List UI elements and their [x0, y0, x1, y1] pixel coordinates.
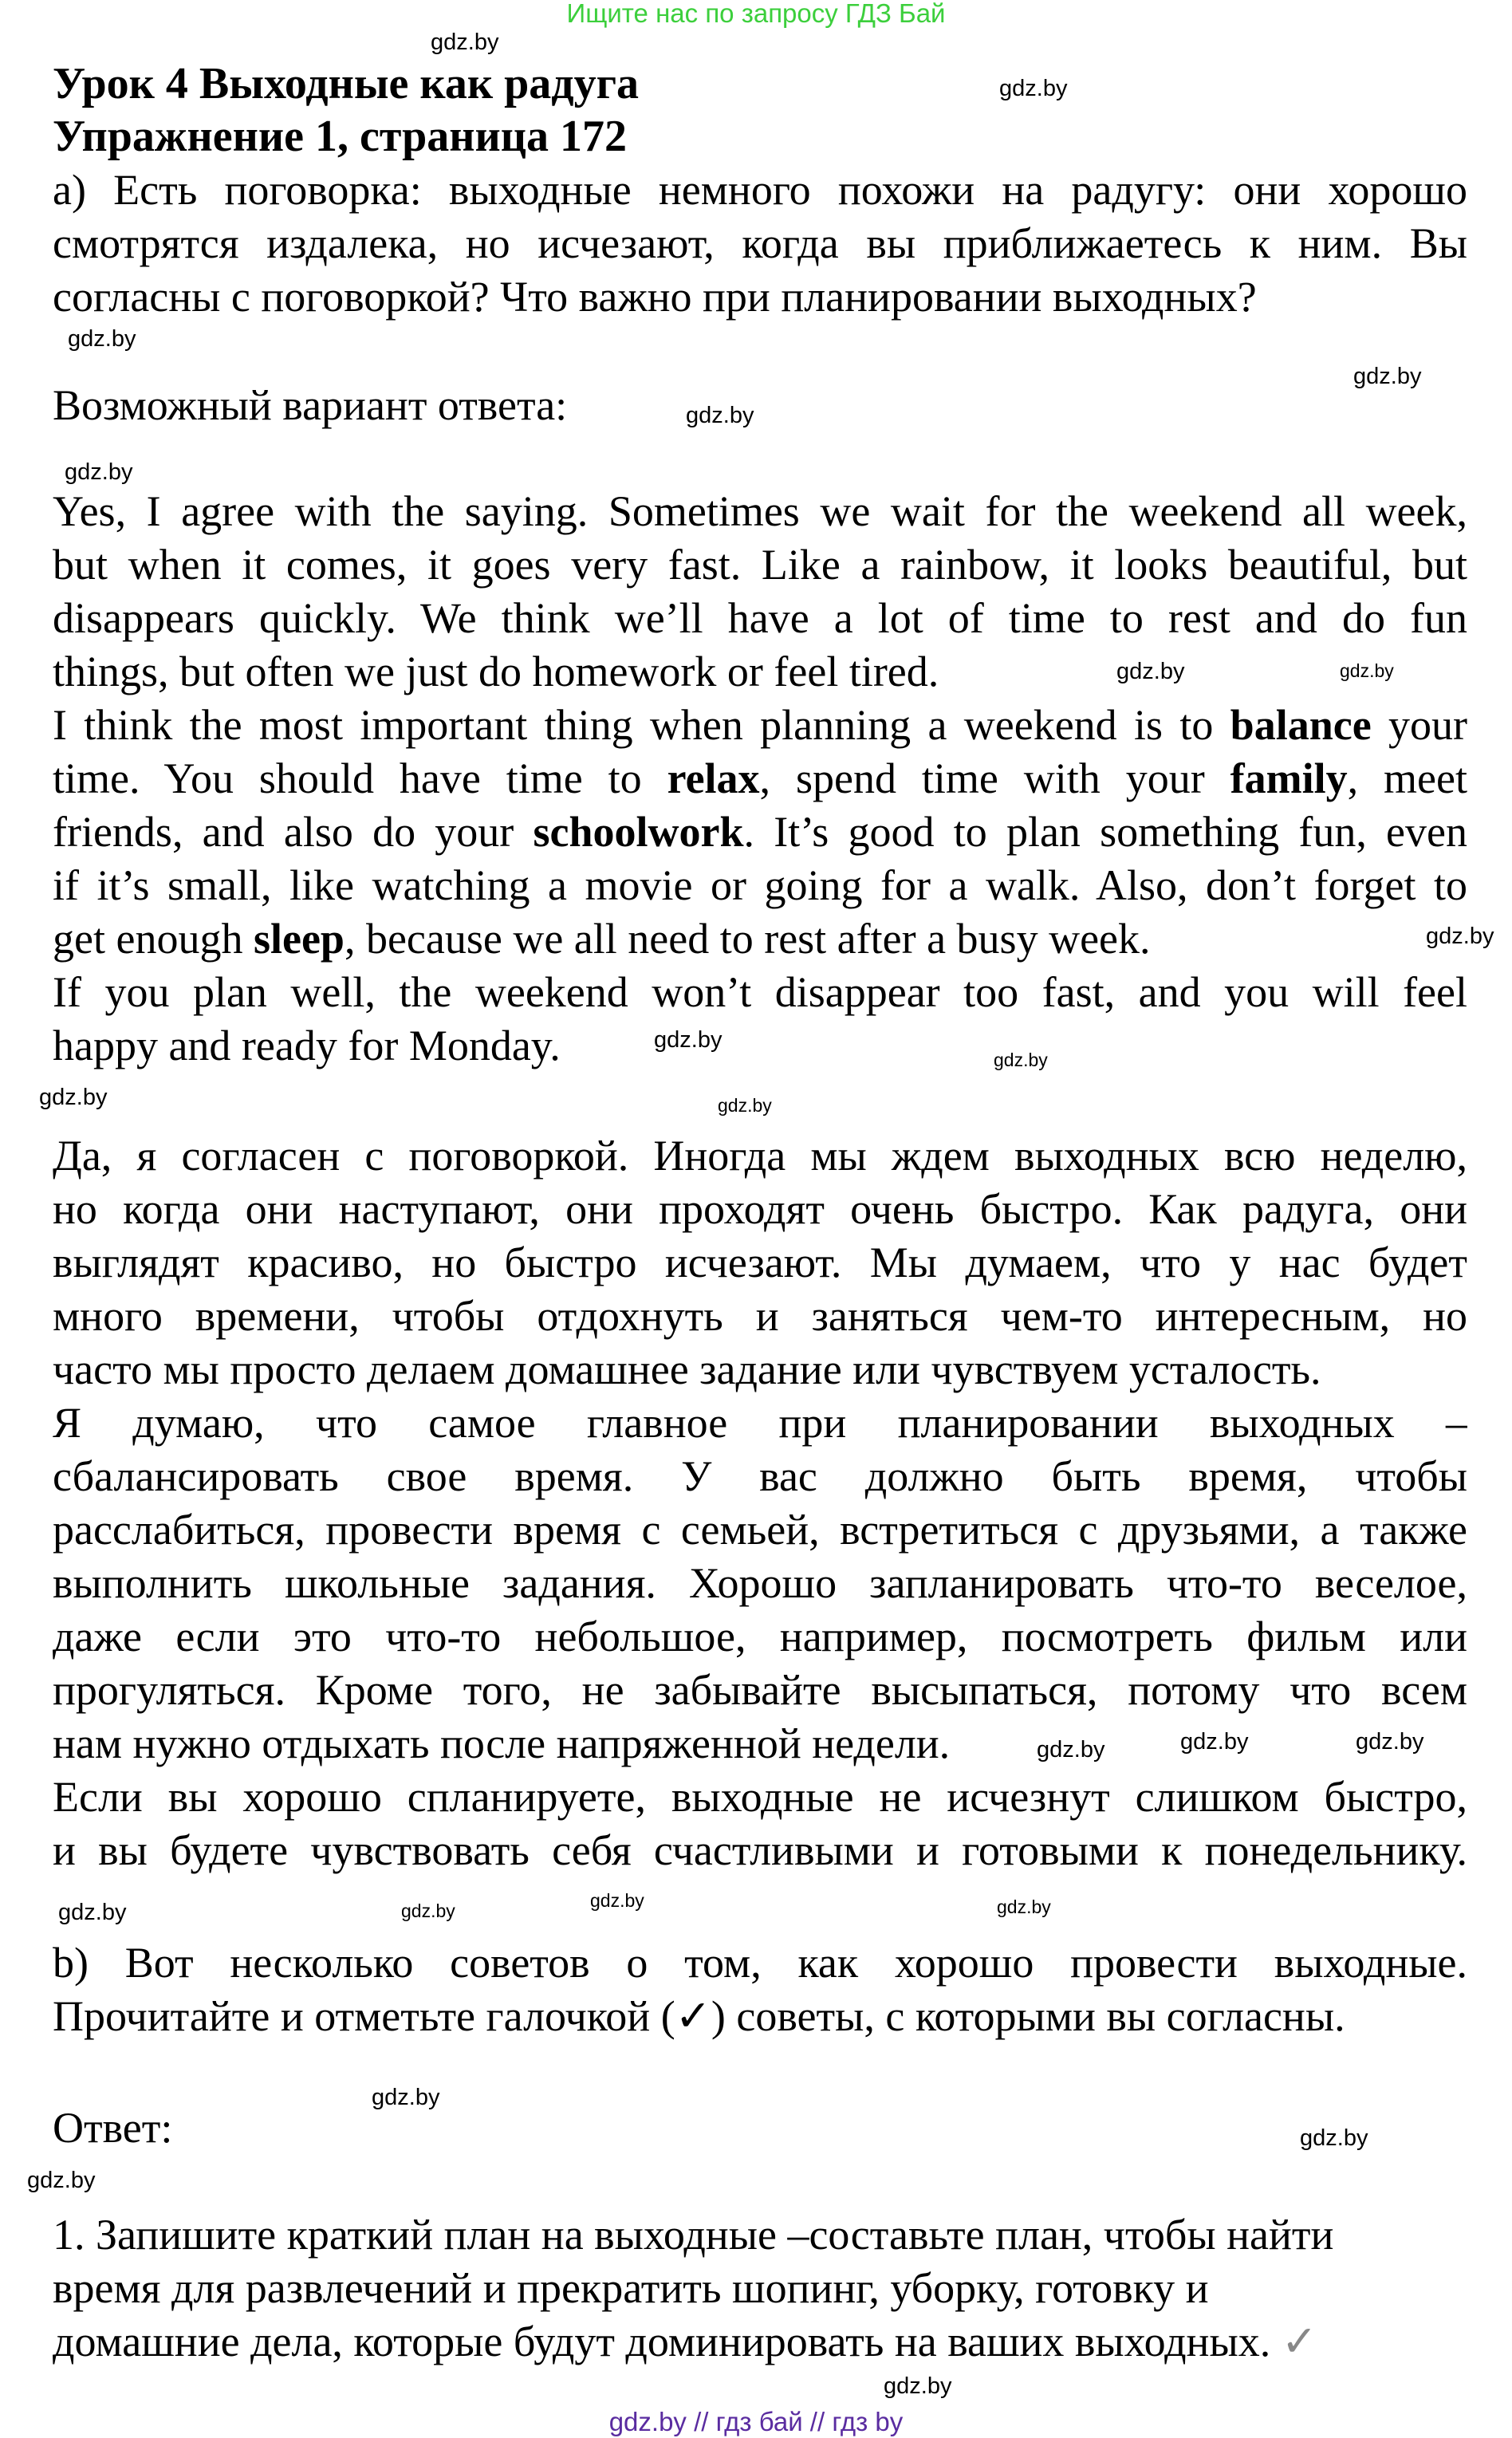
text-segment: friends, and also do your: [53, 808, 534, 856]
text-segment: things, but often we just do homework or feel tired.: [53, 648, 939, 695]
text-line: [53, 1557, 1467, 1610]
text-line: [53, 1987, 1467, 2040]
text-segment: много времени, чтобы отдохнуть и заняться чем-то интересным, но: [53, 1292, 1467, 1340]
text-segment: сбалансировать свое время. У вас должно быть время, чтобы: [53, 1452, 1467, 1500]
watermark: gdz.by: [68, 326, 136, 352]
bold-keyword: balance: [1230, 701, 1372, 749]
text-segment: выглядят красиво, но быстро исчезают. Мы думаем, что у нас будет: [53, 1239, 1467, 1286]
text-segment: прогуляться. Кроме того, не забывайте высыпаться, потому что всем: [53, 1666, 1467, 1714]
answer-b-list: [53, 2208, 1467, 2369]
text-line: [53, 1290, 1467, 1343]
checkmark-icon: ✓: [1281, 2318, 1317, 2365]
watermark: gdz.by: [58, 1900, 127, 1925]
text-line: [53, 1450, 1467, 1503]
answer-intro: Возможный вариант ответа:: [53, 381, 568, 429]
text-segment: но когда они наступают, они проходят очень быстро. Как радуга, они: [53, 1185, 1467, 1233]
text-line: [53, 859, 1467, 912]
text-segment: , spend time with your: [759, 754, 1230, 802]
text-segment: time. You should have time to: [53, 754, 667, 802]
task-b-text: [53, 1933, 1467, 2040]
text-segment: Да, я согласен с поговоркой. Иногда мы ждем выходных всю неделю,: [53, 1132, 1467, 1180]
watermark: gdz.by: [997, 1896, 1051, 1917]
text-line: [53, 752, 1467, 805]
text-line: [53, 538, 1467, 592]
text-segment: время для развлечений и прекратить шопинг, уборку, готовку и: [53, 2264, 1209, 2312]
text-line: [53, 1717, 1467, 1770]
text-segment: и вы будете чувствовать себя счастливыми и готовыми к понедельнику.: [53, 1826, 1467, 1874]
text-line: [53, 912, 1467, 966]
watermark: gdz.by: [590, 1890, 644, 1911]
text-segment: get enough: [53, 915, 254, 963]
text-line: [53, 1183, 1467, 1236]
text-segment: If you plan well, the weekend won’t disappear too fast, and you will feel: [53, 968, 1467, 1016]
text-segment: but when it comes, it goes very fast. Like a rainbow, it looks beautiful, but: [53, 541, 1467, 589]
footer-links: gdz.by // гдз бай // гдз by: [608, 2407, 904, 2436]
bold-keyword: sleep: [253, 915, 345, 963]
text-line: [53, 1019, 1467, 1073]
watermark: gdz.by: [1426, 924, 1494, 949]
text-line: [53, 1824, 1467, 1877]
text-line: [53, 699, 1467, 752]
text-segment: . It’s good to plan something fun, even: [743, 808, 1467, 856]
text-segment: if it’s small, like watching a movie or going for a walk. Also, don’t forget to: [53, 861, 1467, 909]
watermark: gdz.by: [1340, 660, 1394, 681]
text-line: [53, 217, 1467, 270]
text-segment: , because we all need to rest after a busy week.: [344, 915, 1151, 963]
watermark: gdz.by: [39, 1085, 108, 1110]
text-segment: disappears quickly. We think we’ll have a lot of time to rest and do fun: [53, 594, 1467, 642]
text-segment: Yes, I agree with the saying. Sometimes we wait for the weekend all week,: [53, 487, 1467, 535]
text-segment: расслабиться, провести время с семьей, встретиться с друзьями, а также: [53, 1506, 1467, 1554]
english-answer: [53, 485, 1467, 1073]
bold-keyword: relax: [667, 754, 760, 802]
answer-label: Ответ:: [53, 2104, 173, 2152]
watermark: gdz.by: [27, 2168, 96, 2193]
watermark: gdz.by: [1180, 1729, 1249, 1755]
bold-keyword: schoolwork: [533, 808, 744, 856]
bold-keyword: family: [1230, 754, 1348, 802]
watermark: gdz.by: [884, 2373, 952, 2399]
text-segment: Я думаю, что самое главное при планировании выходных –: [53, 1399, 1467, 1447]
text-line: [53, 1933, 1467, 1987]
task-a-text: [53, 163, 1467, 324]
watermark: gdz.by: [401, 1900, 455, 1921]
text-line: [53, 163, 1467, 217]
watermark: gdz.by: [1356, 1729, 1424, 1755]
text-segment: , meet: [1347, 754, 1467, 802]
text-line: [53, 485, 1467, 538]
text-line: [53, 2315, 1467, 2369]
text-line: [53, 966, 1467, 1019]
watermark: gdz.by: [718, 1095, 772, 1116]
text-segment: а) Есть поговорка: выходные немного похожи на радугу: они хорошо: [53, 166, 1467, 214]
text-segment: your: [1371, 701, 1467, 749]
text-segment: домашние дела, которые будут доминировать на ваших выходных.: [53, 2318, 1282, 2365]
text-line: [53, 2208, 1467, 2262]
lesson-title: Урок 4 Выходные как радуга: [53, 59, 639, 108]
text-line: [53, 645, 1467, 699]
text-segment: happy and ready for Monday.: [53, 1022, 561, 1069]
watermark: gdz.by: [1353, 364, 1422, 389]
text-segment: согласны с поговоркой? Что важно при планировании выходных?: [53, 273, 1257, 321]
text-line: [53, 592, 1467, 645]
watermark: gdz.by: [431, 30, 499, 55]
watermark: gdz.by: [686, 403, 754, 428]
watermark: gdz.by: [994, 1050, 1048, 1070]
watermark: gdz.by: [1116, 659, 1185, 684]
watermark: gdz.by: [372, 2085, 440, 2110]
text-line: [53, 1129, 1467, 1183]
watermark: gdz.by: [999, 76, 1068, 101]
text-segment: Если вы хорошо спланируете, выходные не исчезнут слишком быстро,: [53, 1773, 1467, 1821]
text-line: [53, 1396, 1467, 1450]
text-segment: часто мы просто делаем домашнее задание или чувствуем усталость.: [53, 1345, 1321, 1393]
text-line: [53, 2262, 1467, 2315]
text-line: [53, 1503, 1467, 1557]
text-segment: b) Вот несколько советов о том, как хорошо провести выходные.: [53, 1939, 1467, 1987]
text-segment: смотрятся издалека, но исчезают, когда вы приближаетесь к ним. Вы: [53, 219, 1467, 267]
text-segment: Прочитайте и отметьте галочкой (✓) советы, с которыми вы согласны.: [53, 1992, 1345, 2040]
text-line: [53, 1770, 1467, 1824]
text-line: [53, 805, 1467, 859]
text-line: [53, 1610, 1467, 1664]
watermark: gdz.by: [65, 459, 133, 485]
search-banner: Ищите нас по запросу ГДЗ Бай: [566, 0, 946, 28]
watermark: gdz.by: [654, 1027, 723, 1053]
text-segment: даже если это что-то небольшое, например, посмотреть фильм или: [53, 1613, 1467, 1660]
watermark: gdz.by: [1037, 1737, 1105, 1763]
watermark: gdz.by: [1300, 2125, 1368, 2151]
text-segment: выполнить школьные задания. Хорошо запланировать что-то веселое,: [53, 1559, 1467, 1607]
text-line: [53, 270, 1467, 324]
text-line: [53, 1343, 1467, 1396]
text-line: [53, 1664, 1467, 1717]
text-line: [53, 1236, 1467, 1290]
text-segment: нам нужно отдыхать после напряженной недели.: [53, 1719, 951, 1767]
russian-answer: [53, 1129, 1467, 1877]
exercise-title: Упражнение 1, страница 172: [53, 112, 628, 161]
text-segment: I think the most important thing when planning a weekend is to: [53, 701, 1230, 749]
text-segment: 1. Запишите краткий план на выходные –составьте план, чтобы найти: [53, 2211, 1334, 2259]
